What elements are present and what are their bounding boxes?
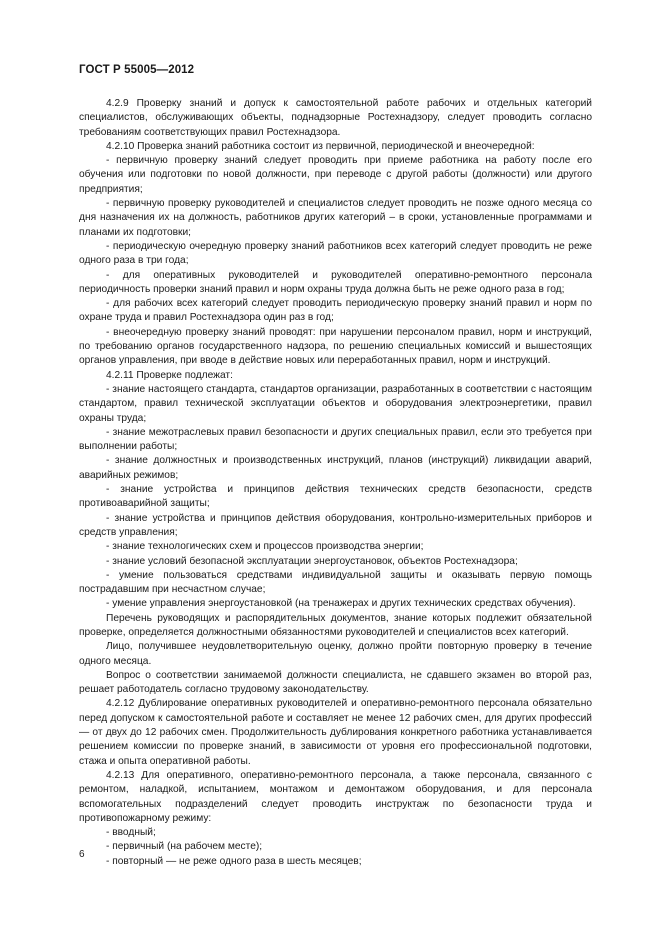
paragraph-4-2-10: 4.2.10 Проверка знаний работника состоит из первичной, периодической и внеочередной: bbox=[106, 140, 535, 152]
list-item: - периодическую очередную проверку знаний работников всех категорий следует проводить не реже одного раза в три года; bbox=[79, 240, 592, 267]
body-paragraph: Лицо, получившее неудовлетворительную оценку, должно пройти повторную проверку в течение одного месяца. bbox=[79, 641, 592, 667]
body-paragraph: Перечень руководящих и распорядительных документов, знание которых подлежит обязательной проверке, определяется должностными обязанностями руководителей и специалистов всех категорий. bbox=[79, 612, 592, 638]
list-item: - знание технологических схем и процессов производства энергии; bbox=[106, 541, 424, 553]
list-item: - повторный — не реже одного раза в шесть месяцев; bbox=[106, 855, 362, 867]
list-item: - первичную проверку знаний следует проводить при приеме работника на работу после его обучения или подготовки по новой должности, при переводе с другой работы (должности) или другого предприятия; bbox=[79, 155, 592, 195]
list-item: - знание настоящего стандарта, стандартов организации, разработанных в соответствии с настоящим стандартом, правил технической эксплуатации объектов и оборудования электроэнергетики, правил охраны труда; bbox=[79, 383, 592, 424]
paragraph-4-2-11: 4.2.11 Проверке подлежат: bbox=[106, 369, 233, 381]
list-item: - знание межотраслевых правил безопасности и других специальных правил, если это требуется при выполнении работы; bbox=[79, 426, 592, 453]
list-item: - умение пользоваться средствами индивидуальной защиты и оказывать первую помощь пострадавшим при несчастном случае; bbox=[79, 569, 592, 596]
list-item: - для оперативных руководителей и руководителей оперативно-ремонтного персонала периодичность проверки знаний правил и норм охраны труда должна быть не реже одного раза в год; bbox=[79, 269, 592, 295]
paragraph-4-2-9: 4.2.9 Проверку знаний и допуск к самостоятельной работе рабочих и отдельных категорий специалистов, обслуживающих объекты, поднадзорные Ростехнадзору, следует проводить согласно требованиям соответствующих правил Ростехнадзора. bbox=[79, 98, 592, 138]
list-item: - знание условий безопасной эксплуатации энергоустановок, объектов Ростехнадзора; bbox=[106, 555, 518, 567]
list-item: - внеочередную проверку знаний проводят: при нарушении персоналом правил, норм и инструкций, по требованию органов государственного надзора, по решению специальных комиссий и вышестоящих органов управления, при вводе в действие новых или переработанных правил, норм и инструкций. bbox=[79, 326, 592, 367]
list-item: - умение управления энергоустановкой (на тренажерах и других технических средствах обучения). bbox=[106, 598, 576, 610]
list-item: - знание должностных и производственных инструкций, планов (инструкций) ликвидации аварий, аварийных режимов; bbox=[79, 455, 592, 481]
list-item: - знание устройства и принципов действия оборудования, контрольно-измерительных приборов и средств управления; bbox=[79, 512, 592, 538]
paragraph-4-2-13: 4.2.13 Для оперативного, оперативно-ремонтного персонала, а также персонала, связанного с ремонтом, наладкой, испытанием, монтажом и демонтажом оборудования, и для персонала вспомогательных подразделений следует проводить инструктаж по безопасности труда и противопожарному режиму: bbox=[79, 769, 592, 824]
paragraph-4-2-12: 4.2.12 Дублирование оперативных руководителей и оперативно-ремонтного персонала обязательно перед допуском к самостоятельной работе и составляет не менее 12 рабочих смен, для других профессий — от двух до 12 рабочих смен. Продолжительность дублирования конкретного работника устанавливается решением комиссии по проверке знаний, в зависимости от уровня его профессиональной подготовки, стажа и опыта оперативной работы. bbox=[79, 698, 592, 767]
list-item: - знание устройства и принципов действия технических средств безопасности, средств противоаварийной защиты; bbox=[79, 484, 592, 510]
page-number: 6 bbox=[79, 849, 85, 860]
list-item: - вводный; bbox=[106, 827, 156, 839]
list-item: - первичный (на рабочем месте); bbox=[106, 841, 263, 853]
body-paragraph: Вопрос о соответствии занимаемой должности специалиста, не сдавшего экзамен во второй раз, решает работодатель согласно трудовому законодательству. bbox=[79, 669, 592, 696]
list-item: - первичную проверку руководителей и специалистов следует проводить не позже одного месяца со дня назначения их на должность, работников других категорий – в сроки, установленные программами и планами их подготовки; bbox=[79, 198, 592, 238]
document-body bbox=[79, 97, 592, 869]
list-item: - для рабочих всех категорий следует проводить периодическую проверку знаний правил и норм по охране труда и правил Ростехнадзора один раз в год; bbox=[79, 298, 592, 324]
document-header: ГОСТ Р 55005—2012 bbox=[79, 64, 195, 76]
